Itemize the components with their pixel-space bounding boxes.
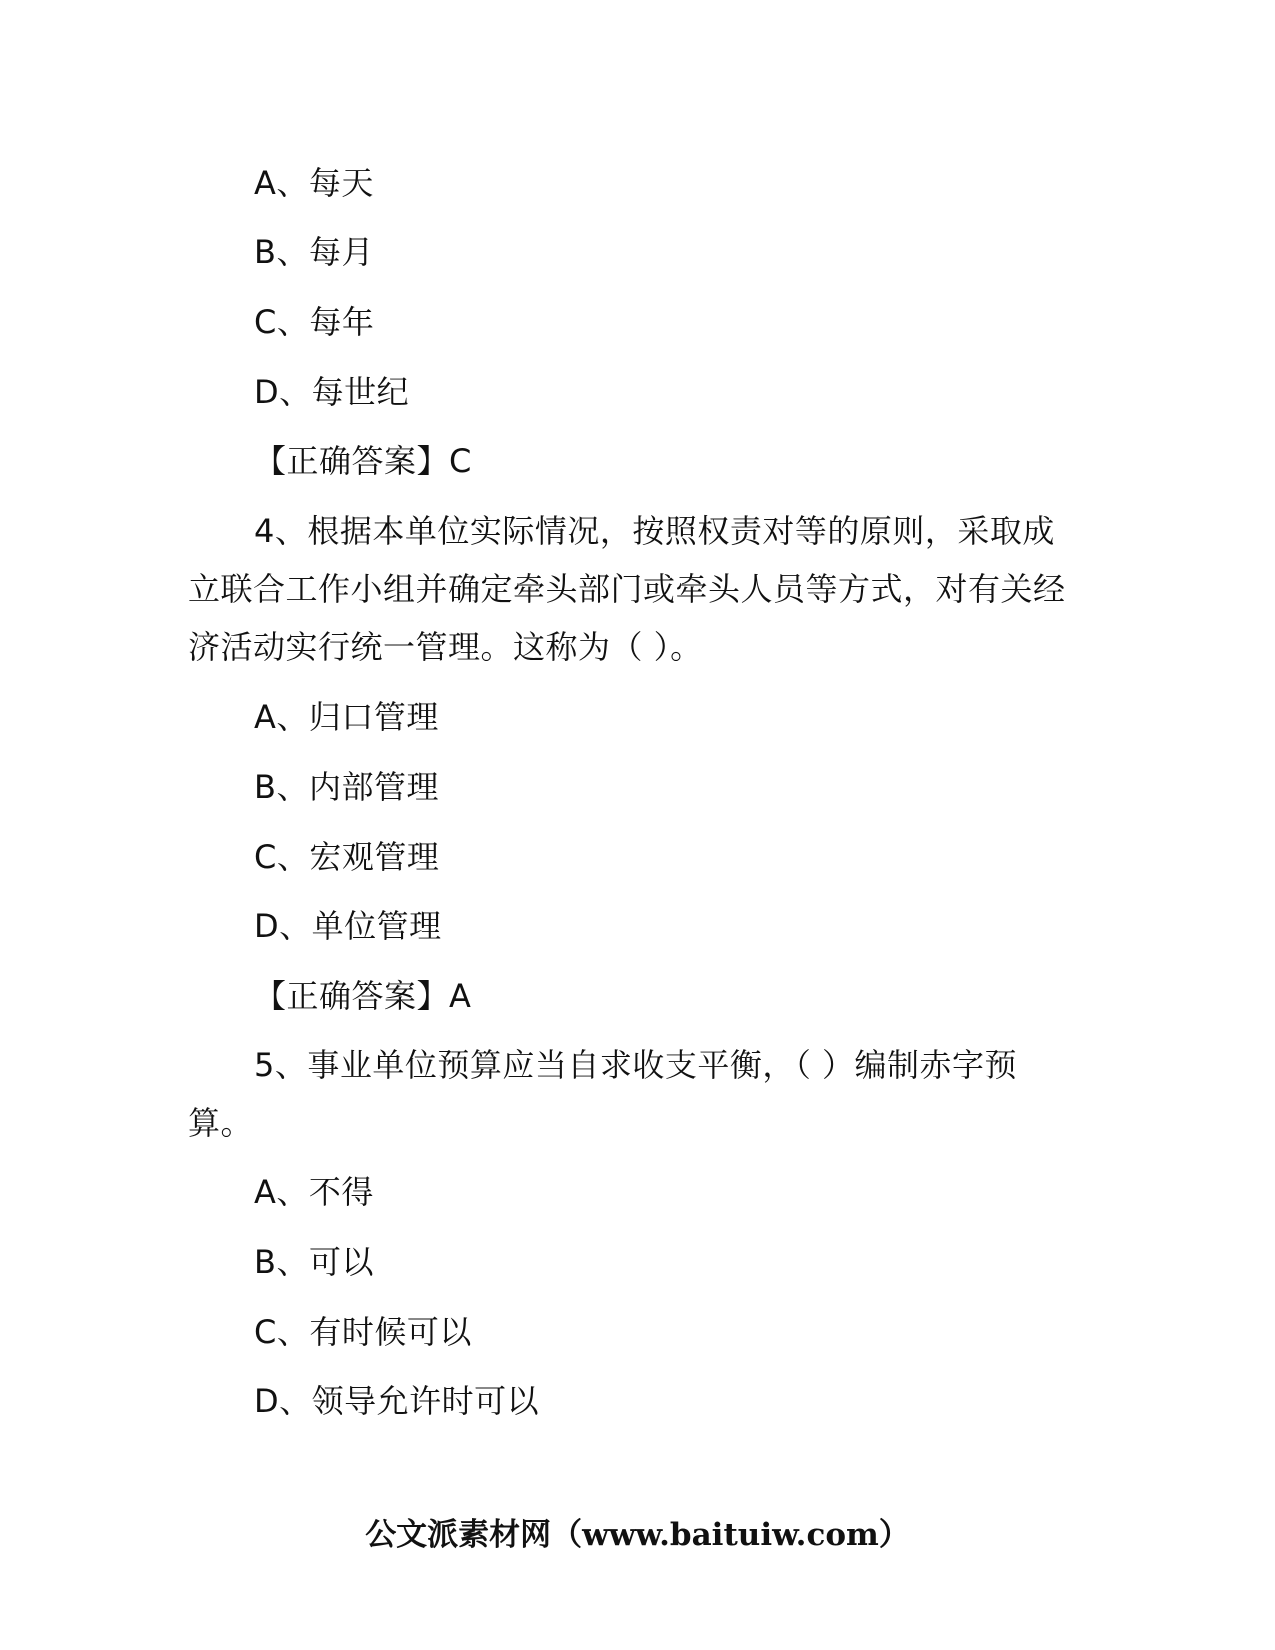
option-a-q4: A、归口管理 [254, 698, 439, 736]
question-5-line-1: 5、事业单位预算应当自求收支平衡，（ ）编制赤字预 [254, 1046, 1018, 1084]
option-a-q3: A、每天 [254, 164, 374, 202]
option-b-q4: B、内部管理 [254, 768, 439, 806]
option-c-q5: C、有时候可以 [254, 1313, 472, 1351]
answer-q3: 【正确答案】C [254, 442, 472, 480]
option-c-q3: C、每年 [254, 303, 375, 341]
question-4-line-3: 济活动实行统一管理。这称为（ ）。 [188, 628, 703, 666]
answer-q4: 【正确答案】A [254, 977, 472, 1015]
option-d-q5: D、领导允许时可以 [254, 1382, 540, 1420]
option-d-q4: D、单位管理 [254, 907, 442, 945]
question-4-line-2: 立联合工作小组并确定牵头部门或牵头人员等方式，对有关经 [188, 570, 1066, 608]
footer-watermark: 公文派素材网（www.baituiw.com） [365, 1517, 910, 1553]
option-a-q5: A、不得 [254, 1173, 374, 1211]
question-4-line-1: 4、根据本单位实际情况，按照权责对等的原则，采取成 [254, 512, 1055, 550]
option-b-q5: B、可以 [254, 1243, 374, 1281]
option-b-q3: B、每月 [254, 233, 374, 271]
option-d-q3: D、每世纪 [254, 373, 410, 411]
option-c-q4: C、宏观管理 [254, 838, 440, 876]
question-5-line-2: 算。 [188, 1104, 254, 1142]
